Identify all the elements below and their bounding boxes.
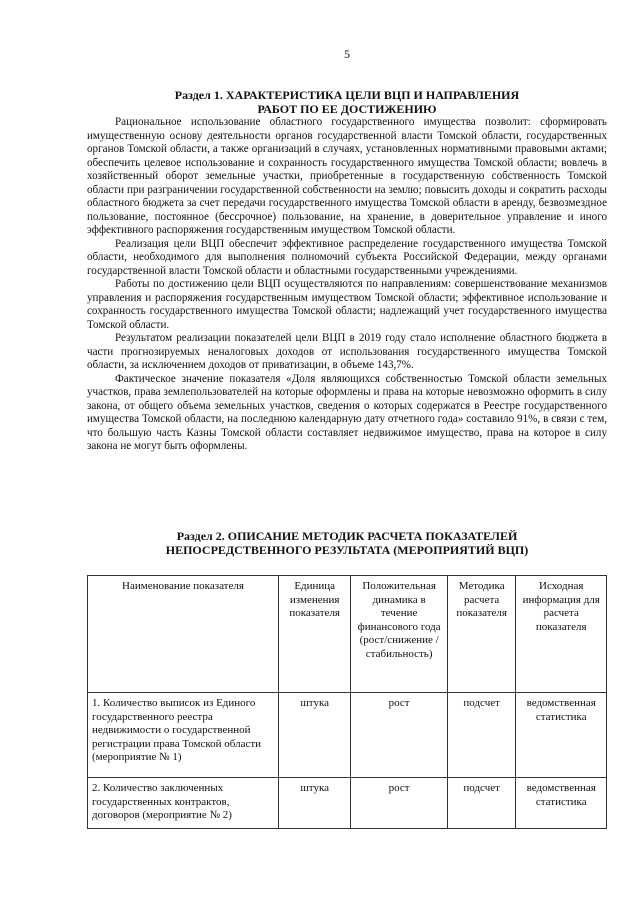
table-row xyxy=(88,778,607,829)
cell-dynamics: рост xyxy=(351,693,447,778)
section-1-title xyxy=(87,88,607,116)
section-1-body xyxy=(87,116,607,454)
section-2-title-line-1: Раздел 2. ОПИСАНИЕ МЕТОДИК РАСЧЕТА ПОКАЗАТЕЛЕЙ xyxy=(176,529,518,543)
section-1-title-line-1: Раздел 1. ХАРАКТЕРИСТИКА ЦЕЛИ ВЦП И НАПРАВЛЕНИЯ xyxy=(174,88,520,102)
cell-source: ведомственная статистика xyxy=(516,778,607,829)
paragraph: Фактическое значение показателя «Доля являющихся собственностью Томской области земельных участков, права землепользователей на которые оформлены и права на которые невозможно оформить в силу закона, от общего объема земельных участков, сведения о которых содержатся в Реестре государственного имущества Томской области, на последнюю календарную дату отчетного года» составило 91%, в связи с тем, что большую часть Казны Томской области составляет недвижимое имущество, права на которое в силу закона не могут быть оформлены. xyxy=(87,372,607,452)
cell-source: ведомственная статистика xyxy=(516,693,607,778)
paragraph: Рациональное использование областного государственного имущества позволит: сформировать имущественную основу деятельности органов государственной власти Томской области, государственных органов Томской области, а также организаций в случаях, установленных нормативными правовыми актами; обеспечить целевое использование и сохранность государственного имущества Томской области; вовлечь в хозяйственный оборот земельные участки, приобретенные в государственную собственность Томской области при разграничении государственной собственности на землю; повысить доходы и сократить расходы областного бюджета за счет передачи государственного имущества Томской области в аренду, безвозмездное пользование, постоянное (бессрочное) пользование, на хранение, в доверительное управление и иного эффективного распоряжения государственным имуществом Томской области. xyxy=(87,116,607,236)
header-unit: Единица изменения показателя xyxy=(278,576,350,693)
cell-unit: штука xyxy=(278,778,350,829)
cell-indicator-name: 2. Количество заключенных государственных контрактов, договоров (мероприятие № 2) xyxy=(88,778,279,829)
paragraph: Результатом реализации показателей цели ВЦП в 2019 году стало исполнение областного бюджета в части прогнозируемых неналоговых доходов от использования государственного имущества Томской области, за исключением доходов от приватизации, в объеме 143,7%. xyxy=(87,332,607,371)
header-dynamics: Положительная динамика в течение финансового года (рост/снижение /стабильность) xyxy=(351,576,447,693)
paragraph: Реализация цели ВЦП обеспечит эффективное распределение государственного имущества Томской области, необходимого для выполнения полномочий субъекта Российской Федерации, между органами государственной власти Томской области и областными государственными учреждениями. xyxy=(87,237,607,277)
header-method: Методика расчета показателя xyxy=(447,576,516,693)
section-2-title-line-2: НЕПОСРЕДСТВЕННОГО РЕЗУЛЬТАТА (МЕРОПРИЯТИЙ ВЦП) xyxy=(165,543,529,557)
cell-dynamics: рост xyxy=(351,778,447,829)
section-2-title xyxy=(87,529,607,557)
table-row xyxy=(88,693,607,778)
cell-method: подсчет xyxy=(447,778,516,829)
indicators-table xyxy=(87,575,607,829)
header-source: Исходная информация для расчета показателя xyxy=(516,576,607,693)
header-indicator-name: Наименование показателя xyxy=(88,576,279,693)
table-header-row xyxy=(88,576,607,693)
section-1-title-line-2: РАБОТ ПО ЕЕ ДОСТИЖЕНИЮ xyxy=(257,102,437,116)
paragraph: Работы по достижению цели ВЦП осуществляются по направлениям: совершенствование механизмов управления и распоряжения государственным имуществом Томской области; эффективное использование и сохранность государственного имущества Томской области; надлежащий учет государственного имущества Томской области. xyxy=(87,278,607,331)
page-number: 5 xyxy=(344,47,350,61)
cell-unit: штука xyxy=(278,693,350,778)
cell-method: подсчет xyxy=(447,693,516,778)
cell-indicator-name: 1. Количество выписок из Единого государственного реестра недвижимости о государственной регистрации права Томской области (мероприятие № 1) xyxy=(88,693,279,778)
